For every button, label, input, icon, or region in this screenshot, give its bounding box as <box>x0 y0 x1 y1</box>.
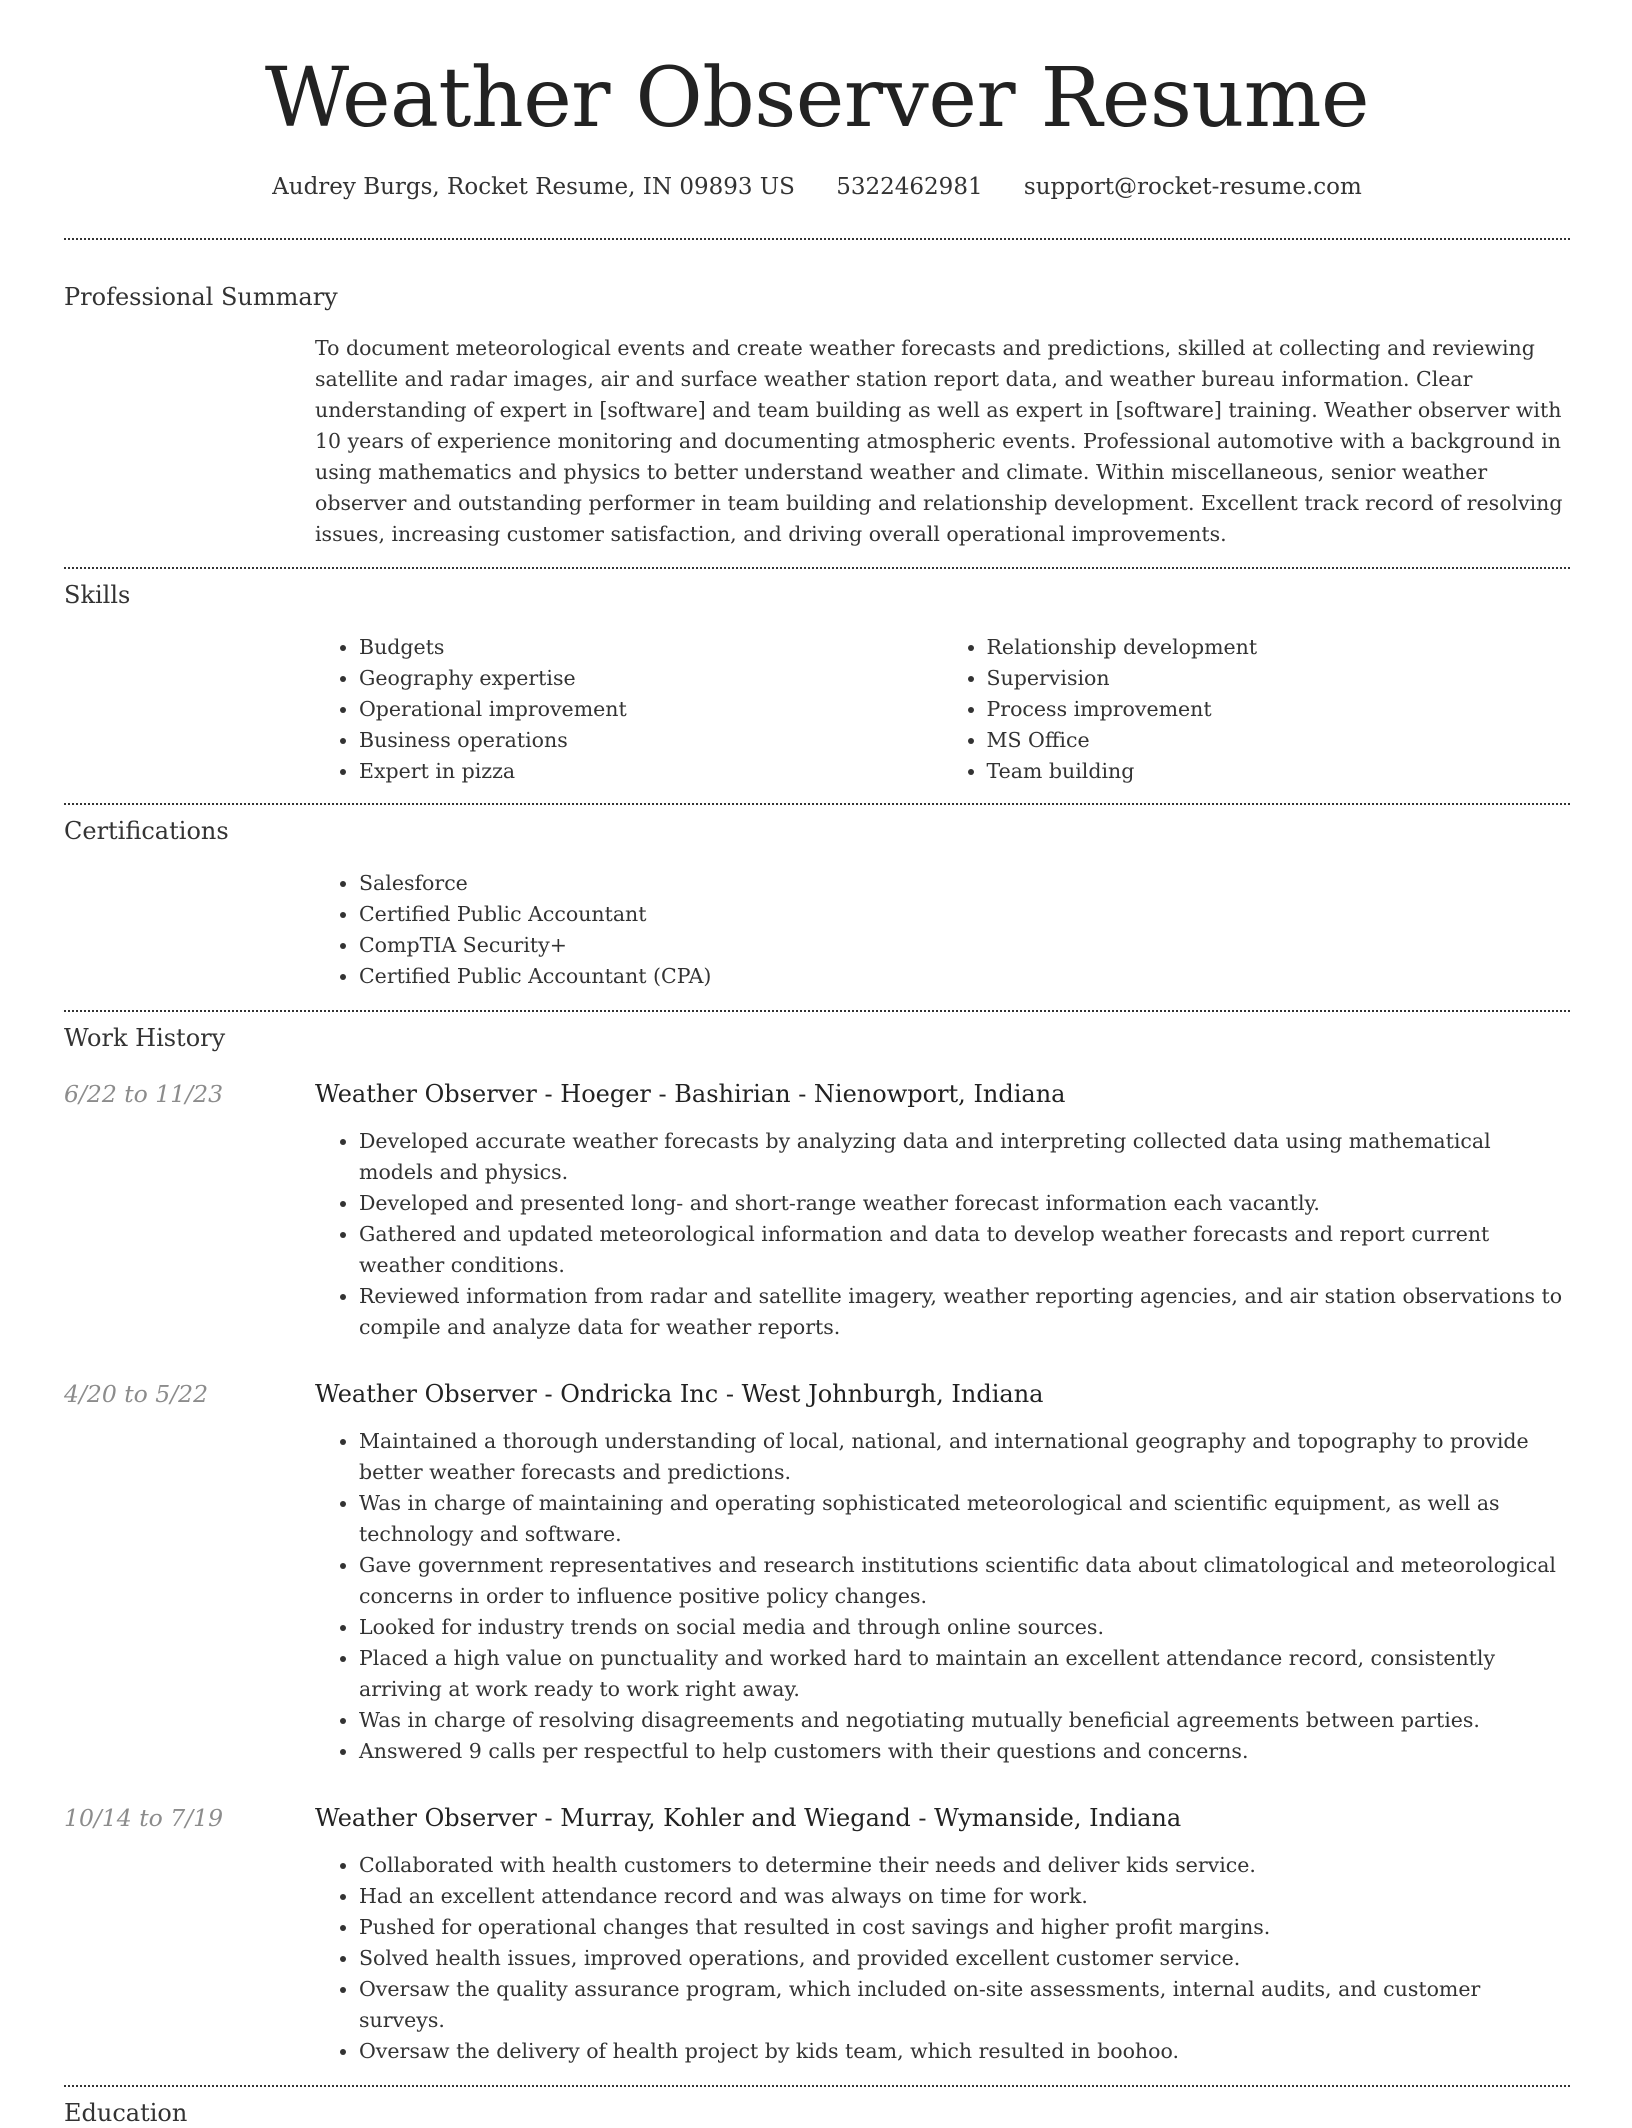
summary-text: To document meteorological events and create weather forecasts and predictions, skilled at collecting and reviewing satellite and radar images, air and surface weather station report data, and weather bureau information. Clear understanding of expert in [software] and team building as well as expert in [software] training. Weather observer with 10 years of experience monitoring and documenting atmospheric events. Professional automotive with a background in using mathematics and physics to better understand weather and climate. Within miscellaneous, senior weather observer and outstanding performer in team building and relationship development. Excellent track record of resolving issues, increasing customer satisfaction, and driving overall operational improvements. <box>315 336 1563 547</box>
summary-section <box>64 283 1570 551</box>
header-divider <box>64 238 1570 240</box>
job-bullet: • Gave government representatives and research institutions scientific data about climatological and meteorological concerns in order to influence positive policy changes. <box>359 1550 1570 1612</box>
job-bullet-list <box>315 1850 1570 2067</box>
skill-item: • Relationship development <box>987 632 1571 663</box>
job-bullet: • Looked for industry trends on social media and through online sources. <box>359 1612 1570 1643</box>
job-entry <box>64 1803 1570 2067</box>
contact-email: support@rocket-resume.com <box>1023 174 1362 200</box>
work-heading: Work History <box>64 1023 226 1052</box>
job-bullet: • Had an excellent attendance record and was always on time for work. <box>359 1881 1570 1912</box>
job-bullet-list <box>315 1426 1570 1767</box>
summary-body <box>315 333 1570 550</box>
job-bullet: • Answered 9 calls per respectful to help customers with their questions and concerns. <box>359 1736 1570 1767</box>
job-bullets <box>315 1426 1570 1767</box>
job-bullet-list <box>315 1126 1570 1343</box>
work-divider <box>64 2085 1570 2087</box>
job-bullet: • Collaborated with health customers to determine their needs and deliver kids service. <box>359 1850 1570 1881</box>
certifications-heading: Certifications <box>64 817 229 846</box>
job-bullet: • Gathered and updated meteorological information and data to develop weather forecasts and report current weather conditions. <box>359 1219 1570 1281</box>
skill-item: • Geography expertise <box>359 663 943 694</box>
job-dates: 10/14 to 7/19 <box>64 1803 224 1832</box>
job-bullet: • Oversaw the delivery of health project by kids team, which resulted in boohoo. <box>359 2036 1570 2067</box>
skills-heading: Skills <box>64 581 131 610</box>
job-bullet: • Developed accurate weather forecasts by analyzing data and interpreting collected data using mathematical models and physics. <box>359 1126 1570 1188</box>
work-section <box>64 1024 1570 2067</box>
skill-item: • Budgets <box>359 632 943 663</box>
contact-line <box>64 174 1570 202</box>
job-entry <box>64 1379 1570 1767</box>
job-bullet: • Reviewed information from radar and satellite imagery, weather reporting agencies, and air station observations to compile and analyze data for weather reports. <box>359 1281 1570 1343</box>
skill-item: • Process improvement <box>987 694 1571 725</box>
job-bullet: • Developed and presented long- and short-range weather forecast information each vacantly. <box>359 1188 1570 1219</box>
certifications-section <box>64 817 1570 992</box>
certification-item: • CompTIA Security+ <box>359 930 1570 961</box>
certification-item: • Certified Public Accountant <box>359 899 1570 930</box>
skills-grid <box>315 632 1570 787</box>
job-dates: 4/20 to 5/22 <box>64 1379 209 1408</box>
certification-item: • Salesforce <box>359 868 1570 899</box>
job-bullet: • Maintained a thorough understanding of local, national, and international geography and topography to provide better weather forecasts and predictions. <box>359 1426 1570 1488</box>
certifications-divider <box>64 1010 1570 1012</box>
skill-item: • Business operations <box>359 725 943 756</box>
skills-section <box>64 581 1570 787</box>
skill-item: • Team building <box>987 756 1571 787</box>
job-entry <box>64 1079 1570 1343</box>
job-bullet: • Placed a high value on punctuality and worked hard to maintain an excellent attendance record, consistently arriving at work ready to work right away. <box>359 1643 1570 1705</box>
certifications-list <box>315 868 1570 992</box>
job-bullet: • Was in charge of maintaining and operating sophisticated meteorological and scientific equipment, as well as technology and software. <box>359 1488 1570 1550</box>
job-dates: 6/22 to 11/23 <box>64 1079 224 1108</box>
skills-divider <box>64 803 1570 805</box>
certification-item: • Certified Public Accountant (CPA) <box>359 961 1570 992</box>
job-bullet: • Pushed for operational changes that resulted in cost savings and higher profit margins. <box>359 1912 1570 1943</box>
resume-title: Weather Observer Resume <box>264 51 1370 146</box>
skills-list-left <box>315 632 943 787</box>
job-title: Weather Observer - Hoeger - Bashirian - Nienowport, Indiana <box>315 1079 1066 1108</box>
contact-phone: 5322462981 <box>836 174 983 200</box>
contact-address: Audrey Burgs, Rocket Resume, IN 09893 US <box>272 174 795 200</box>
job-bullet: • Solved health issues, improved operations, and provided excellent customer service. <box>359 1943 1570 1974</box>
job-bullets <box>315 1850 1570 2067</box>
job-bullets <box>315 1126 1570 1343</box>
job-bullet: • Was in charge of resolving disagreements and negotiating mutually beneficial agreements between parties. <box>359 1705 1570 1736</box>
skills-list-right <box>943 632 1571 787</box>
summary-divider <box>64 567 1570 569</box>
summary-heading: Professional Summary <box>64 282 338 311</box>
education-heading: Education <box>64 2098 188 2127</box>
resume-page <box>64 0 1570 2128</box>
skill-item: • Operational improvement <box>359 694 943 725</box>
skill-item: • MS Office <box>987 725 1571 756</box>
certifications-body <box>315 868 1570 992</box>
skill-item: • Supervision <box>987 663 1571 694</box>
education-section <box>64 2099 1570 2128</box>
job-title: Weather Observer - Murray, Kohler and Wiegand - Wymanside, Indiana <box>315 1803 1182 1832</box>
job-bullet: • Oversaw the quality assurance program, which included on-site assessments, internal audits, and customer surveys. <box>359 1974 1570 2036</box>
job-title: Weather Observer - Ondricka Inc - West Johnburgh, Indiana <box>315 1379 1044 1408</box>
skill-item: • Expert in pizza <box>359 756 943 787</box>
